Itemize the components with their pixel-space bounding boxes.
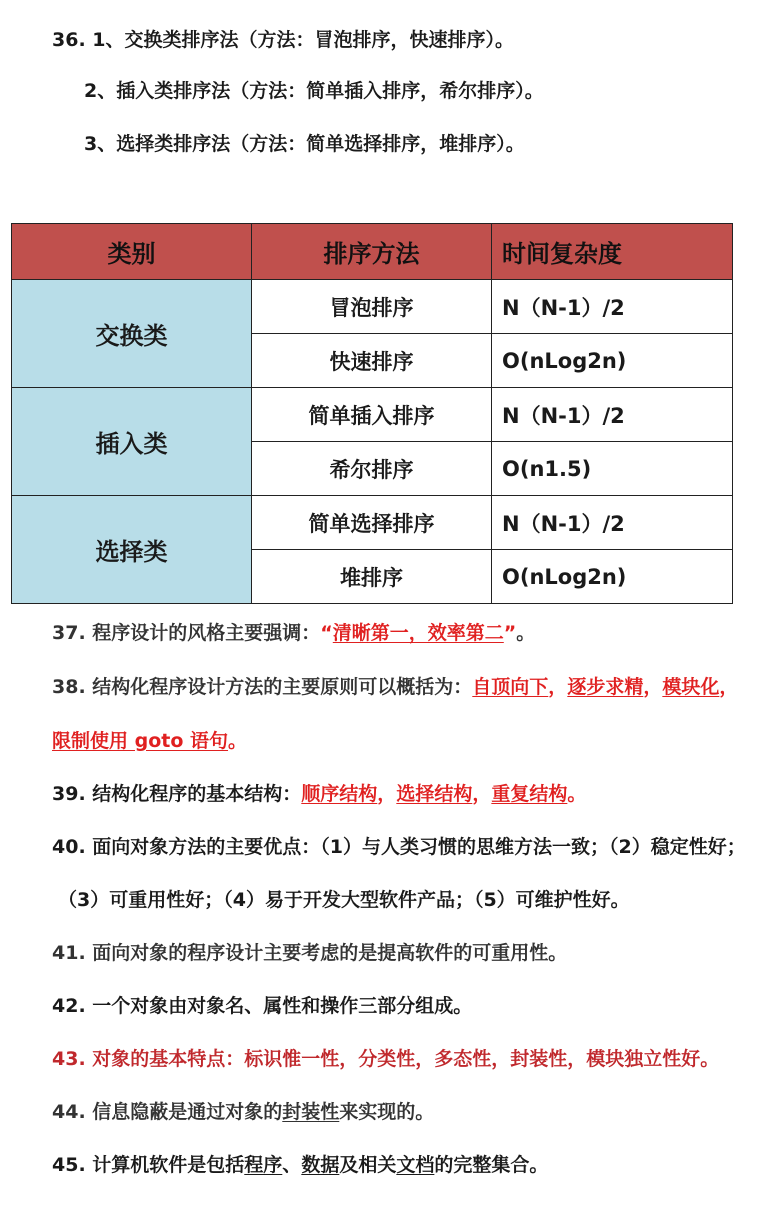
q38-end: 。 <box>228 730 248 752</box>
complexity-cell: N（N-1）/2 <box>492 280 733 334</box>
q39-sep2: ， <box>472 783 492 805</box>
q38-answer1: 自顶向下 <box>472 676 549 698</box>
q38-sep1: ， <box>548 676 568 698</box>
q45-sep1: 、 <box>282 1154 302 1176</box>
method-cell: 希尔排序 <box>252 442 492 496</box>
complexity-cell: O(n1.5) <box>492 442 733 496</box>
q37-end: 。 <box>516 622 536 644</box>
method-cell: 简单插入排序 <box>252 388 492 442</box>
category-cell: 插入类 <box>12 388 252 496</box>
q38-line2 <box>52 728 247 754</box>
q38-prefix: 38. 结构化程序设计方法的主要原则可以概括为： <box>52 676 473 698</box>
q42: 42. 一个对象由对象名、属性和操作三部分组成。 <box>52 995 473 1017</box>
q39-answer2: 选择结构 <box>396 783 473 805</box>
q38-sep2: ， <box>643 676 663 698</box>
q44-suffix: 来实现的。 <box>339 1101 435 1123</box>
q37 <box>52 620 535 646</box>
method-cell: 快速排序 <box>252 334 492 388</box>
q41: 41. 面向对象的程序设计主要考虑的是提高软件的可重用性。 <box>52 942 568 964</box>
q44-prefix: 44. 信息隐蔽是通过对象的 <box>52 1101 283 1123</box>
category-cell: 交换类 <box>12 280 252 388</box>
q36-line1: 36. 1、交换类排序法（方法：冒泡排序，快速排序）。 <box>52 29 514 51</box>
q45-key1: 程序 <box>244 1154 283 1176</box>
complexity-cell: O(nLog2n) <box>492 334 733 388</box>
sorting-table <box>11 223 733 604</box>
q40-line1: 40. 面向对象方法的主要优点：（1）与人类习惯的思维方法一致；（2）稳定性好； <box>52 836 746 858</box>
complexity-cell: O(nLog2n) <box>492 550 733 604</box>
q39-prefix: 39. 结构化程序的基本结构： <box>52 783 302 805</box>
q43-rest: ：标识惟一性，分类性，多态性，封装性，模块独立性好。 <box>225 1048 720 1070</box>
table-header-row <box>12 224 733 280</box>
q38-answer4: 限制使用 goto 语句 <box>52 730 229 752</box>
method-cell: 冒泡排序 <box>252 280 492 334</box>
q45 <box>52 1152 548 1178</box>
q39-end: 。 <box>567 783 587 805</box>
q38-answer3: 模块化 <box>662 676 720 698</box>
table-row <box>12 496 733 550</box>
q37-close-quote: ” <box>503 622 517 644</box>
q39-answer3: 重复结构 <box>491 783 568 805</box>
q45-key3: 文档 <box>396 1154 435 1176</box>
q38-sep3: ， <box>719 676 739 698</box>
category-cell: 选择类 <box>12 496 252 604</box>
header-category: 类别 <box>12 224 252 280</box>
q39-answer1: 顺序结构 <box>301 783 378 805</box>
q38-line1 <box>52 674 738 700</box>
q45-prefix: 45. 计算机软件是包括 <box>52 1154 245 1176</box>
q43-prefix: 43. 对象的基本特点 <box>52 1048 226 1070</box>
method-cell: 堆排序 <box>252 550 492 604</box>
q45-suffix: 的完整集合。 <box>434 1154 549 1176</box>
q39 <box>52 781 586 807</box>
q36-line2: 2、插入类排序法（方法：简单插入排序，希尔排序）。 <box>84 80 544 102</box>
q45-sep2: 及相关 <box>339 1154 397 1176</box>
q43 <box>52 1046 719 1072</box>
q39-sep1: ， <box>377 783 397 805</box>
q44-key: 封装性 <box>282 1101 340 1123</box>
q37-answer: 清晰第一，效率第二 <box>332 622 504 644</box>
q44 <box>52 1099 434 1125</box>
complexity-cell: N（N-1）/2 <box>492 388 733 442</box>
table-row <box>12 280 733 334</box>
q36-line3: 3、选择类排序法（方法：简单选择排序，堆排序）。 <box>84 133 525 155</box>
header-method: 排序方法 <box>252 224 492 280</box>
header-complexity: 时间复杂度 <box>492 224 733 280</box>
q37-open-quote: “ <box>320 622 333 644</box>
q40-line2: （3）可重用性好；（4）易于开发大型软件产品；（5）可维护性好。 <box>58 889 630 911</box>
q38-answer2: 逐步求精 <box>567 676 644 698</box>
table-row <box>12 388 733 442</box>
q45-key2: 数据 <box>301 1154 340 1176</box>
q37-prefix: 37. 程序设计的风格主要强调： <box>52 622 321 644</box>
method-cell: 简单选择排序 <box>252 496 492 550</box>
complexity-cell: N（N-1）/2 <box>492 496 733 550</box>
